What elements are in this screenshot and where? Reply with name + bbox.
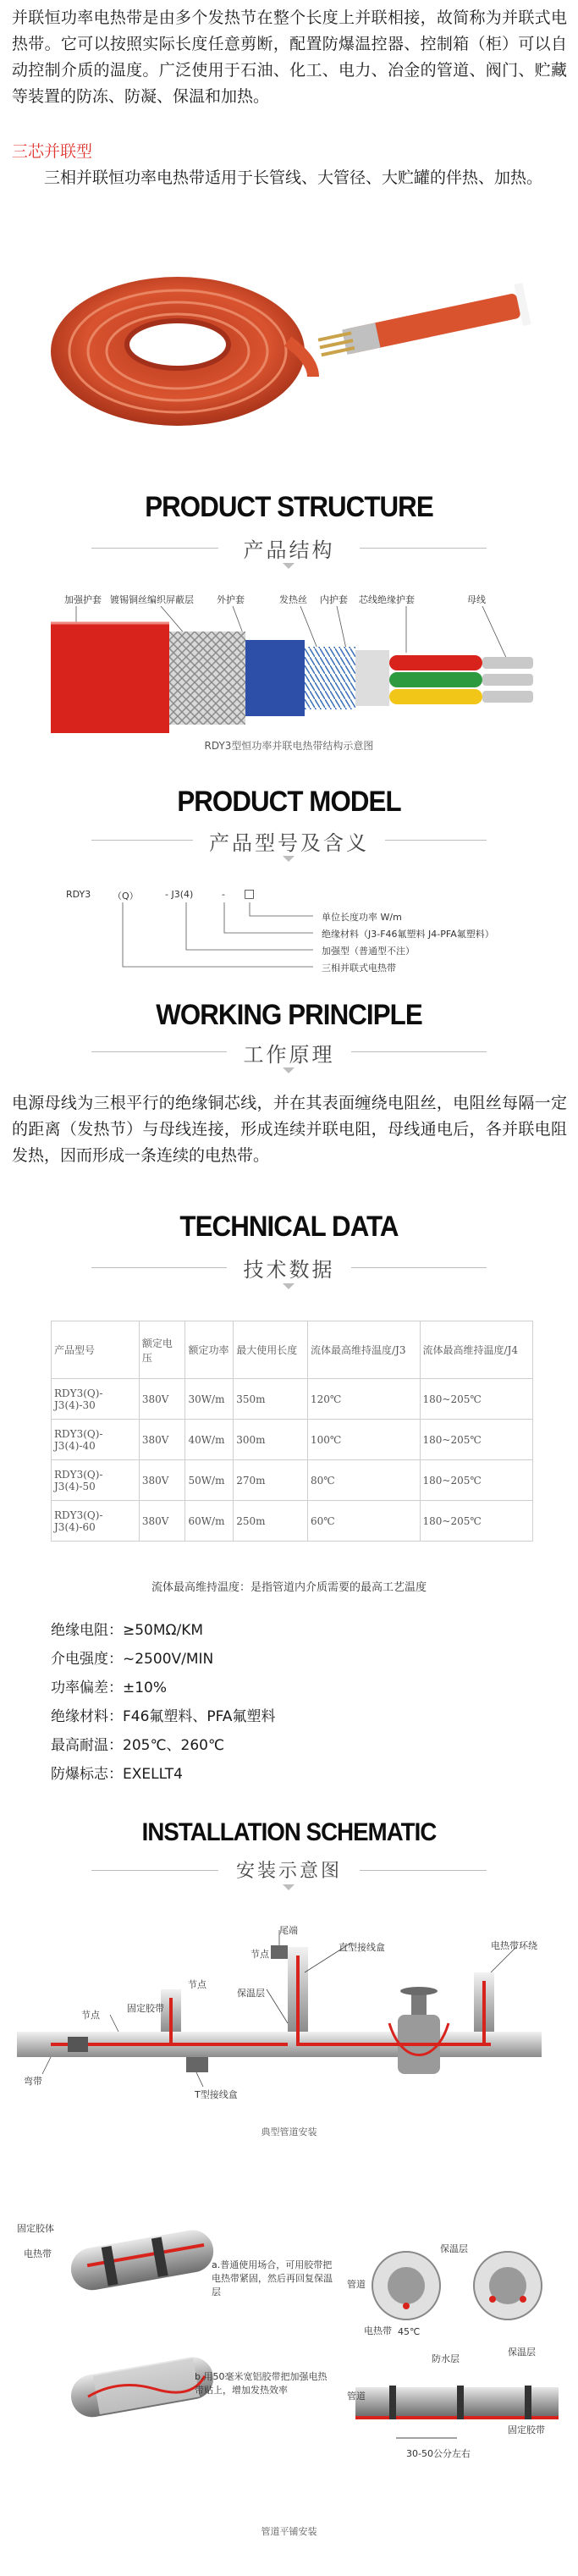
model-code-part: （Q） [113,891,139,902]
model-code-part: - [222,889,225,900]
model-title-en: PRODUCT MODEL [177,786,401,818]
table-header-row [52,1321,533,1379]
model-title-cn: 产品型号及含义 [209,831,369,855]
table-cell: 350m [234,1379,308,1420]
property-row [51,1764,183,1784]
table-row [52,1460,533,1501]
table-cell: 100℃ [307,1420,420,1460]
structure-caption: RDY3型恒功率并联电热带结构示意图 [204,740,374,752]
install-label: 电热带 [364,2325,392,2336]
property-key: 绝缘材料： [51,1708,123,1725]
install-label: 保温层 [237,1988,265,1999]
install-label: 防水层 [432,2353,460,2364]
property-value: ≥50MΩ/KM [123,1622,204,1639]
table-header-cell: 额定电压 [139,1321,185,1379]
install-label: 弯带 [24,2076,42,2087]
table-cell: 180~205℃ [420,1379,532,1420]
table-cell: 300m [234,1420,308,1460]
table-cell: 380V [139,1460,185,1501]
model-leader-lines [110,901,322,985]
property-key: 绝缘电阻： [51,1622,123,1639]
install-label: 固定胶体 [17,2223,54,2234]
table-cell: RDY3(Q)-J3(4)-30 [52,1379,140,1420]
install-label: 管道 [347,2391,366,2402]
principle-title-en: WORKING PRINCIPLE [156,999,422,1031]
property-value: 205℃、260℃ [123,1737,225,1754]
install-label: T型接线盒 [195,2089,238,2100]
table-header-cell: 额定功率 [185,1321,234,1379]
install-label: a.普通使用场合，可用胶带把电热带紧固，然后再回复保温层 [212,2259,333,2297]
structure-label: 发热丝 [279,594,307,605]
table-cell: 120℃ [307,1379,420,1420]
table-row [52,1420,533,1460]
structure-label: 镀锡铜丝编织屏蔽层 [110,594,194,605]
property-row [51,1678,167,1698]
triangle-marker [283,1884,295,1890]
structure-title-en: PRODUCT STRUCTURE [145,491,433,523]
table-header-cell: 产品型号 [52,1321,140,1379]
structure-label: 芯线绝缘护套 [359,594,415,605]
install-title-cn: 安装示意图 [235,1861,342,1882]
model-code-part: □ [244,887,256,901]
structure-title-cn: 产品结构 [243,538,335,562]
install-label: 尾端 [279,1925,298,1936]
table-cell: RDY3(Q)-J3(4)-40 [52,1420,140,1460]
install-label: 电热带 [24,2248,52,2259]
table-cell: 50W/m [185,1460,234,1501]
install-label: 保温层 [440,2243,468,2254]
property-key: 最高耐温： [51,1737,123,1754]
property-row [51,1707,276,1727]
structure-diagram [51,606,542,733]
principle-title-cn: 工作原理 [243,1043,335,1067]
install-caption-flat: 管道平铺安装 [261,2526,317,2537]
install-label: 固定胶带 [508,2424,545,2435]
technical-note: 流体最高维持温度：是指管道内介质需要的最高工艺温度 [151,1581,427,1594]
install-label: 保温层 [508,2347,536,2358]
table-cell: 250m [234,1501,308,1542]
table-row [52,1379,533,1420]
property-value: F46氟塑料、PFA氟塑料 [123,1708,276,1725]
table-cell: 180~205℃ [420,1420,532,1460]
structure-label: 内护套 [320,594,348,605]
table-cell: RDY3(Q)-J3(4)-50 [52,1460,140,1501]
install-label: b.用50毫米宽铝胶带把加强电热带贴上，增加发热效率 [195,2371,328,2396]
technical-title-en: TECHNICAL DATA [179,1211,399,1243]
intro-subtitle: 三芯并联型 [12,142,93,161]
install-label: 电热带环绕 [491,1940,537,1951]
product-photo [34,233,542,453]
property-key: 功率偏差： [51,1680,123,1696]
table-header-cell: 流体最高维持温度/J3 [307,1321,420,1379]
model-meaning: 加强型（普通型不注） [322,946,415,957]
structure-label: 加强护套 [64,594,102,605]
install-label: 30-50公分左右 [406,2448,471,2459]
property-value: ±10% [123,1680,168,1696]
table-cell: 60W/m [185,1501,234,1542]
table-cell: 30W/m [185,1379,234,1420]
principle-paragraph: 电源母线为三根平行的绝缘铜芯线，并在其表面缠绕电阻丝，电阻丝每隔一定的距离（发热节）与母线连接，形成连续并联电阻，母线通电后，各并联电阻发热，因而形成一条连续的电热带。 [12,1094,567,1165]
install-caption-typical: 典型管道安装 [261,2126,317,2137]
install-label: 管道 [347,2279,366,2290]
table-cell: 60℃ [307,1501,420,1542]
triangle-marker [283,563,295,569]
table-cell: RDY3(Q)-J3(4)-60 [52,1501,140,1542]
table-cell: 180~205℃ [420,1501,532,1542]
property-key: 防爆标志： [51,1766,123,1783]
table-cell: 40W/m [185,1420,234,1460]
table-cell: 80℃ [307,1460,420,1501]
table-cell: 380V [139,1420,185,1460]
table-header-cell: 最大使用长度 [234,1321,308,1379]
property-key: 介电强度： [51,1651,123,1668]
intro-paragraph: 并联恒功率电热带是由多个发热节在整个长度上并联相接，故简称为并联式电热带。它可以按照实际长度任意剪断，配置防爆温控器、控制箱（柜）可以自动控制介质的温度。广泛使用于石油、化工、电力、冶金的管道、阀门、贮藏等装置的防冻、防凝、保温和加热。 [12,8,567,106]
triangle-marker [283,1067,295,1073]
table-row [52,1501,533,1542]
technical-title-cn: 技术数据 [243,1258,335,1282]
table-cell: 270m [234,1460,308,1501]
model-meaning: 单位长度功率 W/m [322,912,402,923]
structure-label: 母线 [467,594,486,605]
property-value: EXELLT4 [123,1766,183,1783]
table-cell: 180~205℃ [420,1460,532,1501]
triangle-marker [283,856,295,862]
property-row [51,1649,213,1669]
install-label: 固定胶带 [127,2003,164,2014]
property-row [51,1620,203,1641]
spec-table [51,1321,533,1542]
structure-label: 外护套 [217,594,245,605]
install-label: 节点 [188,1979,206,1990]
table-header-cell: 流体最高维持温度/J4 [420,1321,532,1379]
install-label: 直型接线盒 [339,1942,385,1953]
intro-sub-paragraph: 三相并联恒功率电热带适用于长管线、大管径、大贮罐的伴热、加热。 [44,168,543,187]
table-cell: 380V [139,1379,185,1420]
model-meaning: 三相并联式电热带 [322,963,396,974]
model-code-part: RDY3 [66,889,91,900]
property-value: ~2500V/MIN [123,1651,214,1668]
property-row [51,1735,224,1756]
model-code-part: - J3(4) [165,889,194,900]
table-cell: 380V [139,1501,185,1542]
install-label: 节点 [81,2010,100,2021]
model-meaning: 绝缘材料（J3-F46氟塑料 J4-PFA氟塑料） [322,929,494,940]
install-title-en: INSTALLATION SCHEMATIC [141,1818,437,1846]
install-label: 节点 [250,1949,269,1960]
install-label: 45℃ [398,2326,421,2337]
triangle-marker [283,1283,295,1289]
